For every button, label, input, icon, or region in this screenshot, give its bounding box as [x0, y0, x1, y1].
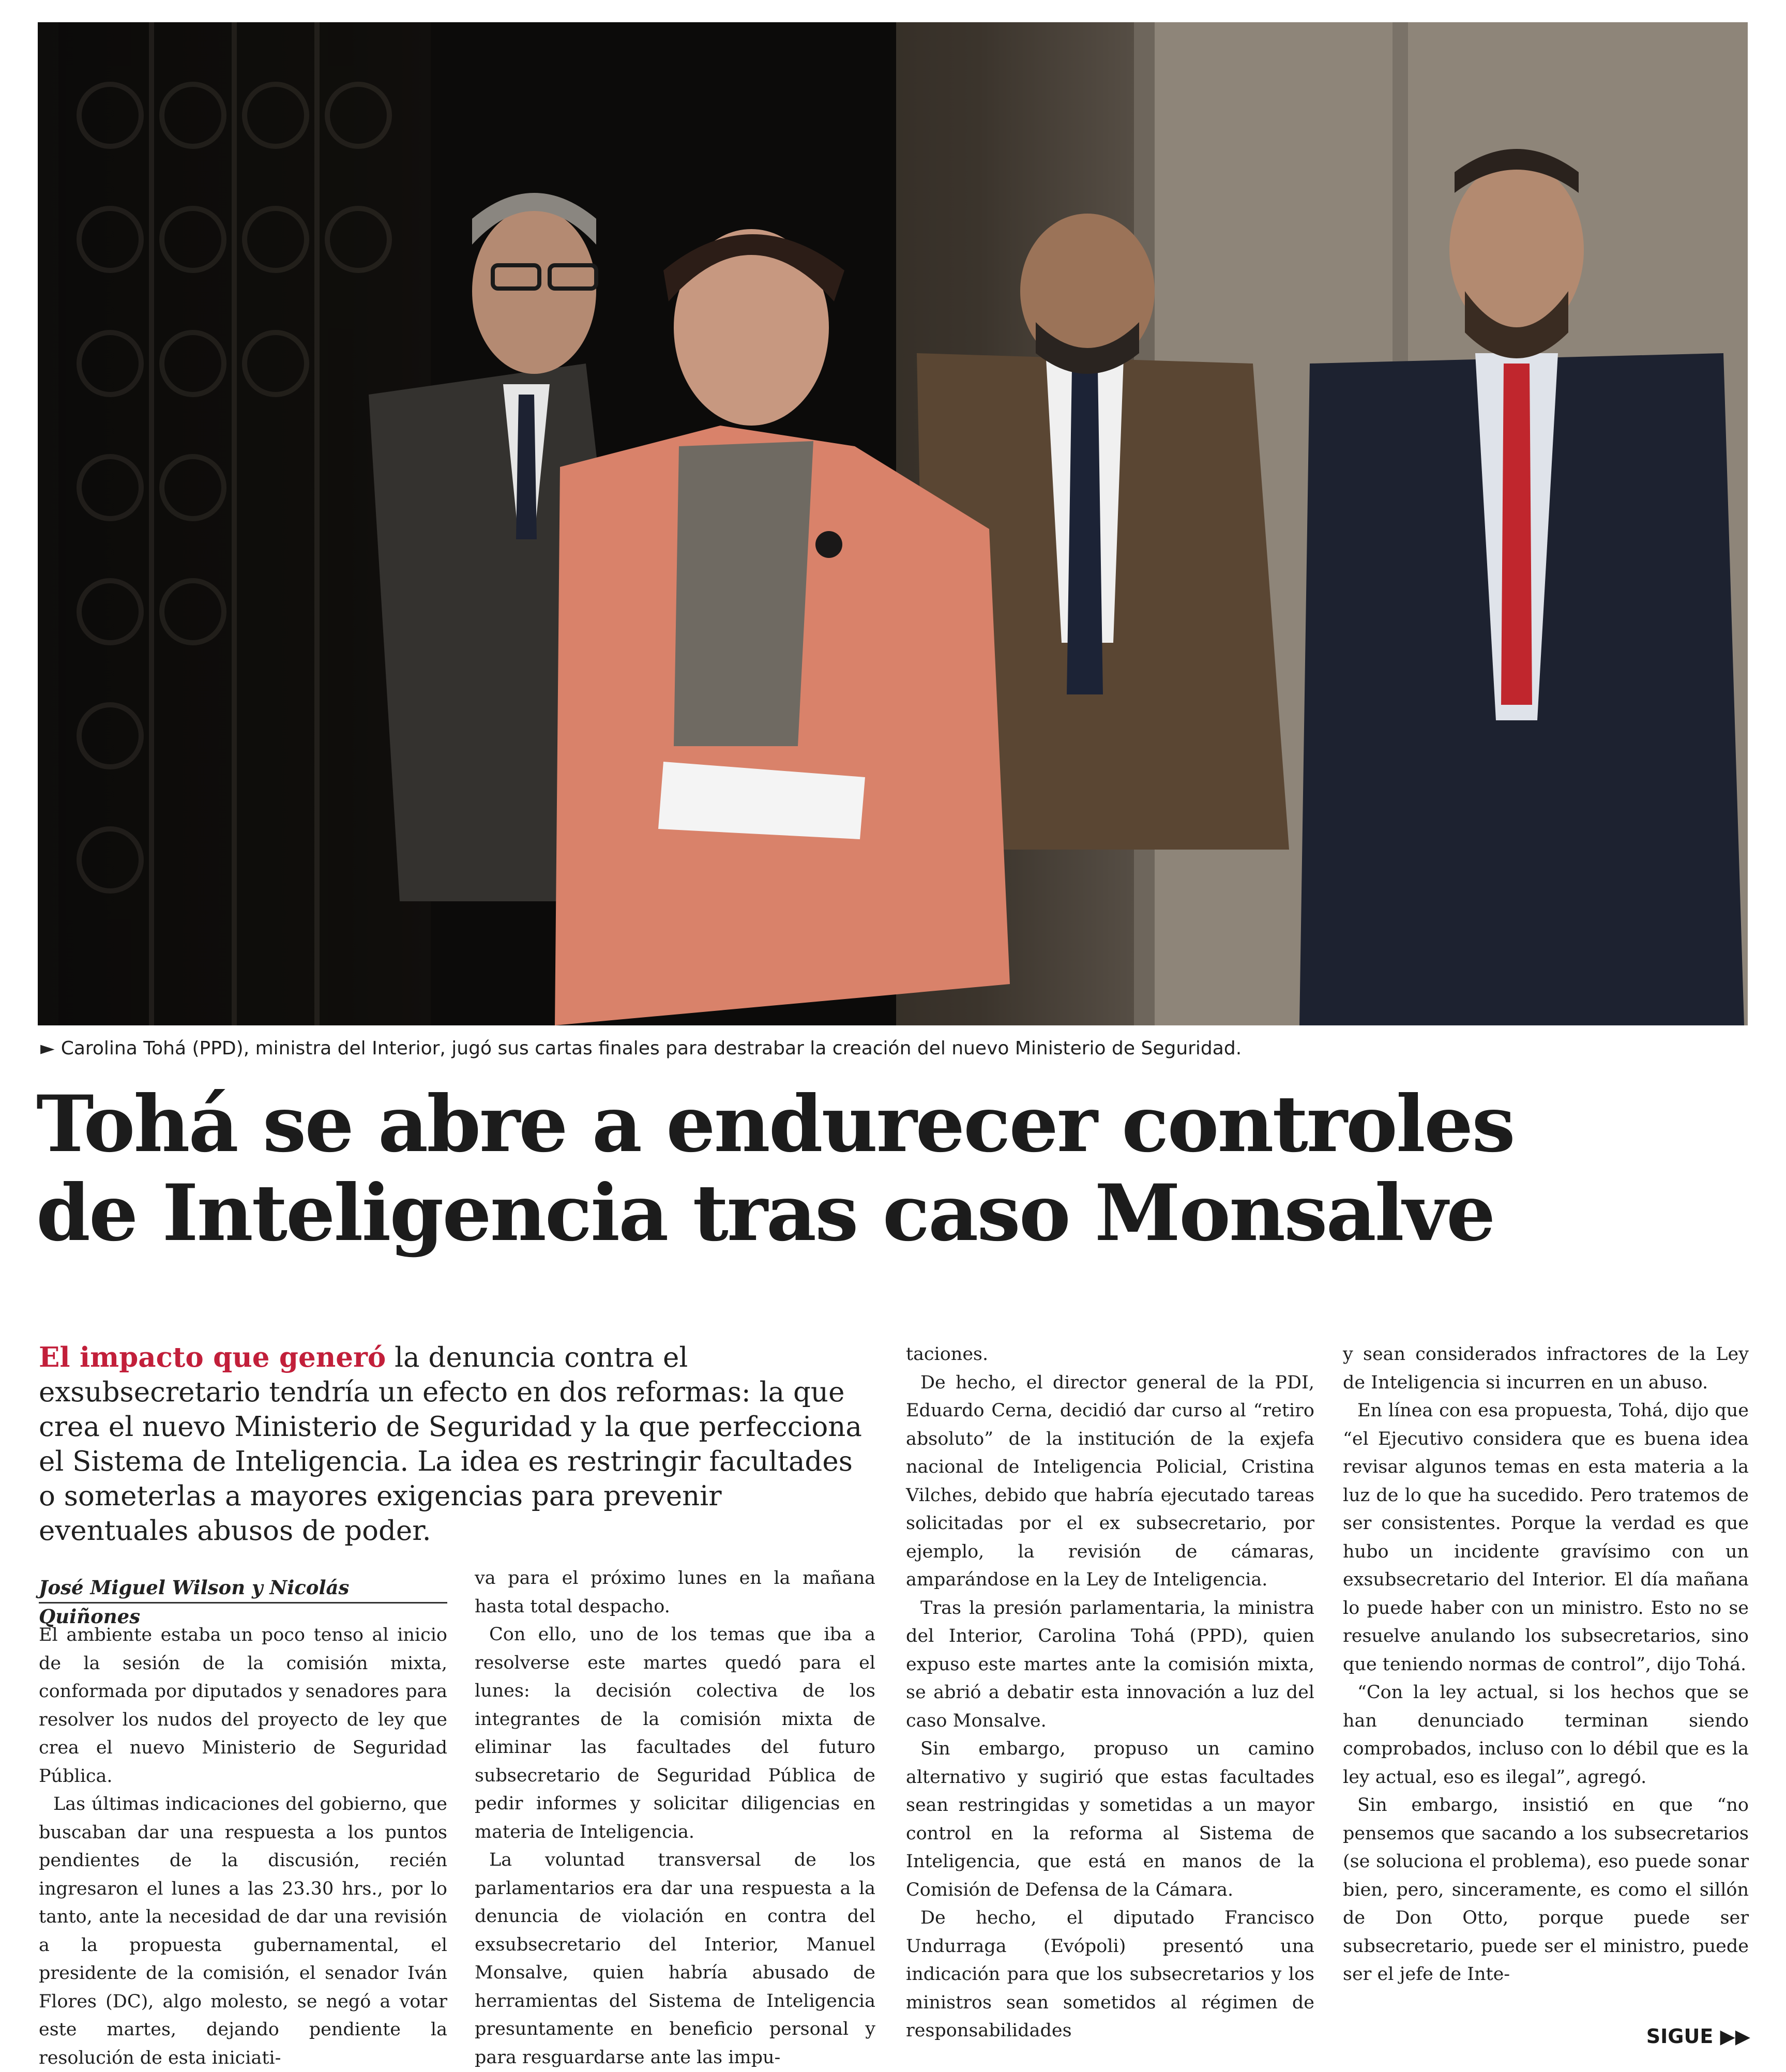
caption-marker-icon: ►: [40, 1038, 55, 1059]
paragraph: En línea con esa propuesta, Tohá, dijo que “el Ejecutivo considera que es buena idea revisar algunos temas en esta materia a la luz de lo que ha sucedido. Pero tratemos de ser consistentes. Porque la verdad es que hubo un incidente gravísimo con un exsubsecretario del Interior. El día mañana lo puede haber con un ministro. Esto no se resuelve anulando los subsecretarios, sino que teniendo normas de control”, dijo Tohá.: [1343, 1400, 1749, 1675]
body-column-4: [1343, 1340, 1749, 1992]
photo-caption: [40, 1036, 1747, 1062]
headline-line-1: Tohá se abre a endurecer controles: [36, 1079, 1514, 1170]
paragraph: Tras la presión parlamentaria, la ministra del Interior, Carolina Tohá (PPD), quien expuso este martes ante la comisión mixta, se abrió a debatir esta innovación a luz del caso Monsalve.: [906, 1597, 1314, 1731]
lead-text: la denuncia contra el exsubsecretario tendría un efecto en dos reformas: la que crea el nuevo Ministerio de Seguridad y la que perfecciona el Sistema de Inteligencia. La idea es restringir facultades o someterlas a mayores exigencias para prevenir eventuales abusos de poder.: [39, 1342, 862, 1547]
paragraph: va para el próximo lunes en la mañana hasta total despacho.: [475, 1568, 875, 1617]
byline: José Miguel Wilson y Nicolás Quiñones: [39, 1573, 447, 1604]
caption-text: Carolina Tohá (PPD), ministra del Interior, jugó sus cartas finales para destrabar la creación del nuevo Ministerio de Seguridad.: [60, 1038, 1242, 1059]
continue-marker: SIGUE ▶▶: [1646, 2025, 1750, 2048]
paragraph: De hecho, el diputado Francisco Undurraga (Evópoli) presentó una indicación para que los subsecretarios y los ministros sean sometidos al régimen de responsabilidades: [906, 1908, 1314, 2041]
body-column-3: [906, 1340, 1314, 2041]
paragraph: Sin embargo, propuso un camino alternativo y sugirió que estas facultades sean restringidas y sometidas a un mayor control en la reforma al Sistema de Inteligencia, que está en manos de la Comisión de Defensa de la Cámara.: [906, 1738, 1314, 1900]
iron-gate: [58, 22, 431, 1025]
lead-paragraph: [39, 1340, 876, 1547]
article-photo: [38, 22, 1748, 1025]
paragraph: La voluntad transversal de los parlamentarios era dar una respuesta a la denuncia de violación en contra del exsubsecretario del Interior, Manuel Monsalve, quien habría abusado de herramientas del Sistema de Inteligencia presuntamente en beneficio personal y para resguardarse ante las impu-: [475, 1850, 875, 2068]
paragraph: El ambiente estaba un poco tenso al inicio de la sesión de la comisión mixta, conformada por diputados y senadores para resolver los nudos del proyecto de ley que crea el nuevo Ministerio de Seguridad Pública.: [39, 1625, 447, 1787]
headline-line-2: de Inteligencia tras caso Monsalve: [36, 1168, 1494, 1259]
lead-kicker: El impacto que generó: [39, 1341, 386, 1373]
paragraph: Sin embargo, insistió en que “no pensemos que sacando a los subsecretarios (se soluciona el problema), eso puede sonar bien, pero, sinceramente, es como el sillón de Don Otto, porque puede ser subsecretario, puede ser el ministro, puede ser el jefe de Inte-: [1343, 1795, 1749, 1985]
paragraph: taciones.: [906, 1344, 989, 1365]
headline: [36, 1080, 1758, 1271]
paragraph: De hecho, el director general de la PDI, Eduardo Cerna, decidió dar curso al “retiro absoluto” de la institución de la exjefa nacional de Inteligencia Policial, Cristina Vilches, debido que habría ejecutado tareas solicitadas por el ex subsecretario, por ejemplo, la revisión de cámaras, amparándose en la Ley de Inteligencia.: [906, 1372, 1314, 1590]
photo-illustration: [38, 22, 1748, 1025]
body-column-2: [475, 1564, 875, 2068]
paragraph: “Con la ley actual, si los hechos que se han denunciado terminan siendo comprobados, incluso con lo débil que es la ley actual, eso es ilegal”, agregó.: [1343, 1682, 1749, 1788]
body-column-1: [39, 1621, 447, 2068]
paragraph: Las últimas indicaciones del gobierno, que buscaban dar una respuesta a los puntos pendientes de la discusión, recién ingresaron el lunes a las 23.30 hrs., por lo tanto, ante la necesidad de dar una revisión a la propuesta gubernamental, el presidente de la comisión, el senador Iván Flores (DC), algo molesto, se negó a votar este martes, dejando pendiente la resolución de esta iniciati-: [39, 1794, 447, 2068]
paragraph: y sean considerados infractores de la Ley de Inteligencia si incurren en un abuso.: [1343, 1344, 1749, 1393]
paragraph: Con ello, uno de los temas que iba a resolverse este martes quedó para el lunes: la decisión colectiva de los integrantes de la comisión mixta de eliminar las facultades del futuro subsecretario de Seguridad Pública de pedir informes y solicitar diligencias en materia de Inteligencia.: [475, 1624, 875, 1842]
